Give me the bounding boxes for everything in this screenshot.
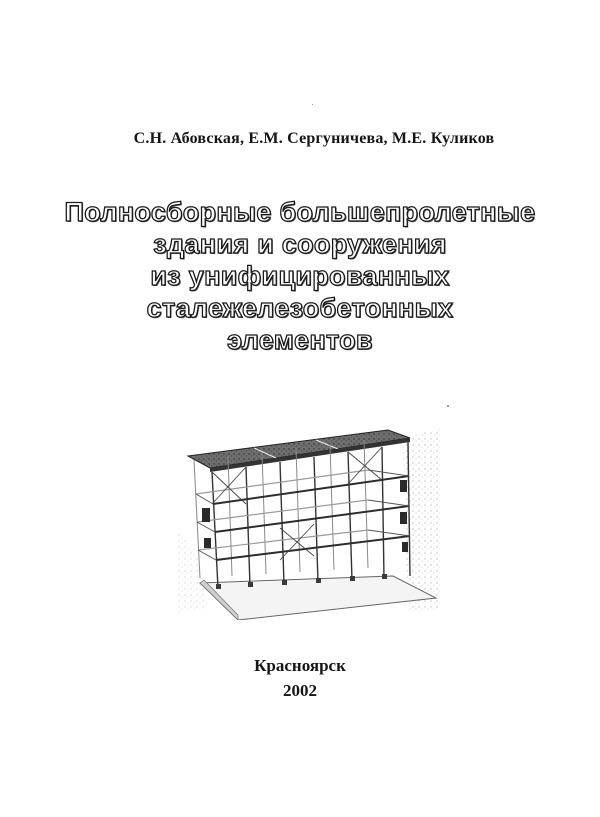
title-line-1: Полносборные большепролетные bbox=[64, 197, 536, 227]
scan-speck bbox=[447, 405, 449, 407]
book-title bbox=[60, 196, 540, 356]
building-frame-model-icon bbox=[178, 408, 440, 620]
scan-speck bbox=[312, 104, 313, 105]
title-line-2: здания и сооружения bbox=[153, 229, 447, 259]
publication-year: 2002 bbox=[283, 681, 317, 700]
authors-line: С.Н. Абовская, Е.М. Сергуничева, М.Е. Куликов bbox=[133, 130, 495, 147]
publication-city: Красноярск bbox=[254, 656, 346, 675]
title-line-5: элементов bbox=[227, 325, 373, 355]
title-line-3: из унифицированных bbox=[150, 261, 450, 291]
title-line-4: сталежелезобетонных bbox=[146, 293, 454, 323]
